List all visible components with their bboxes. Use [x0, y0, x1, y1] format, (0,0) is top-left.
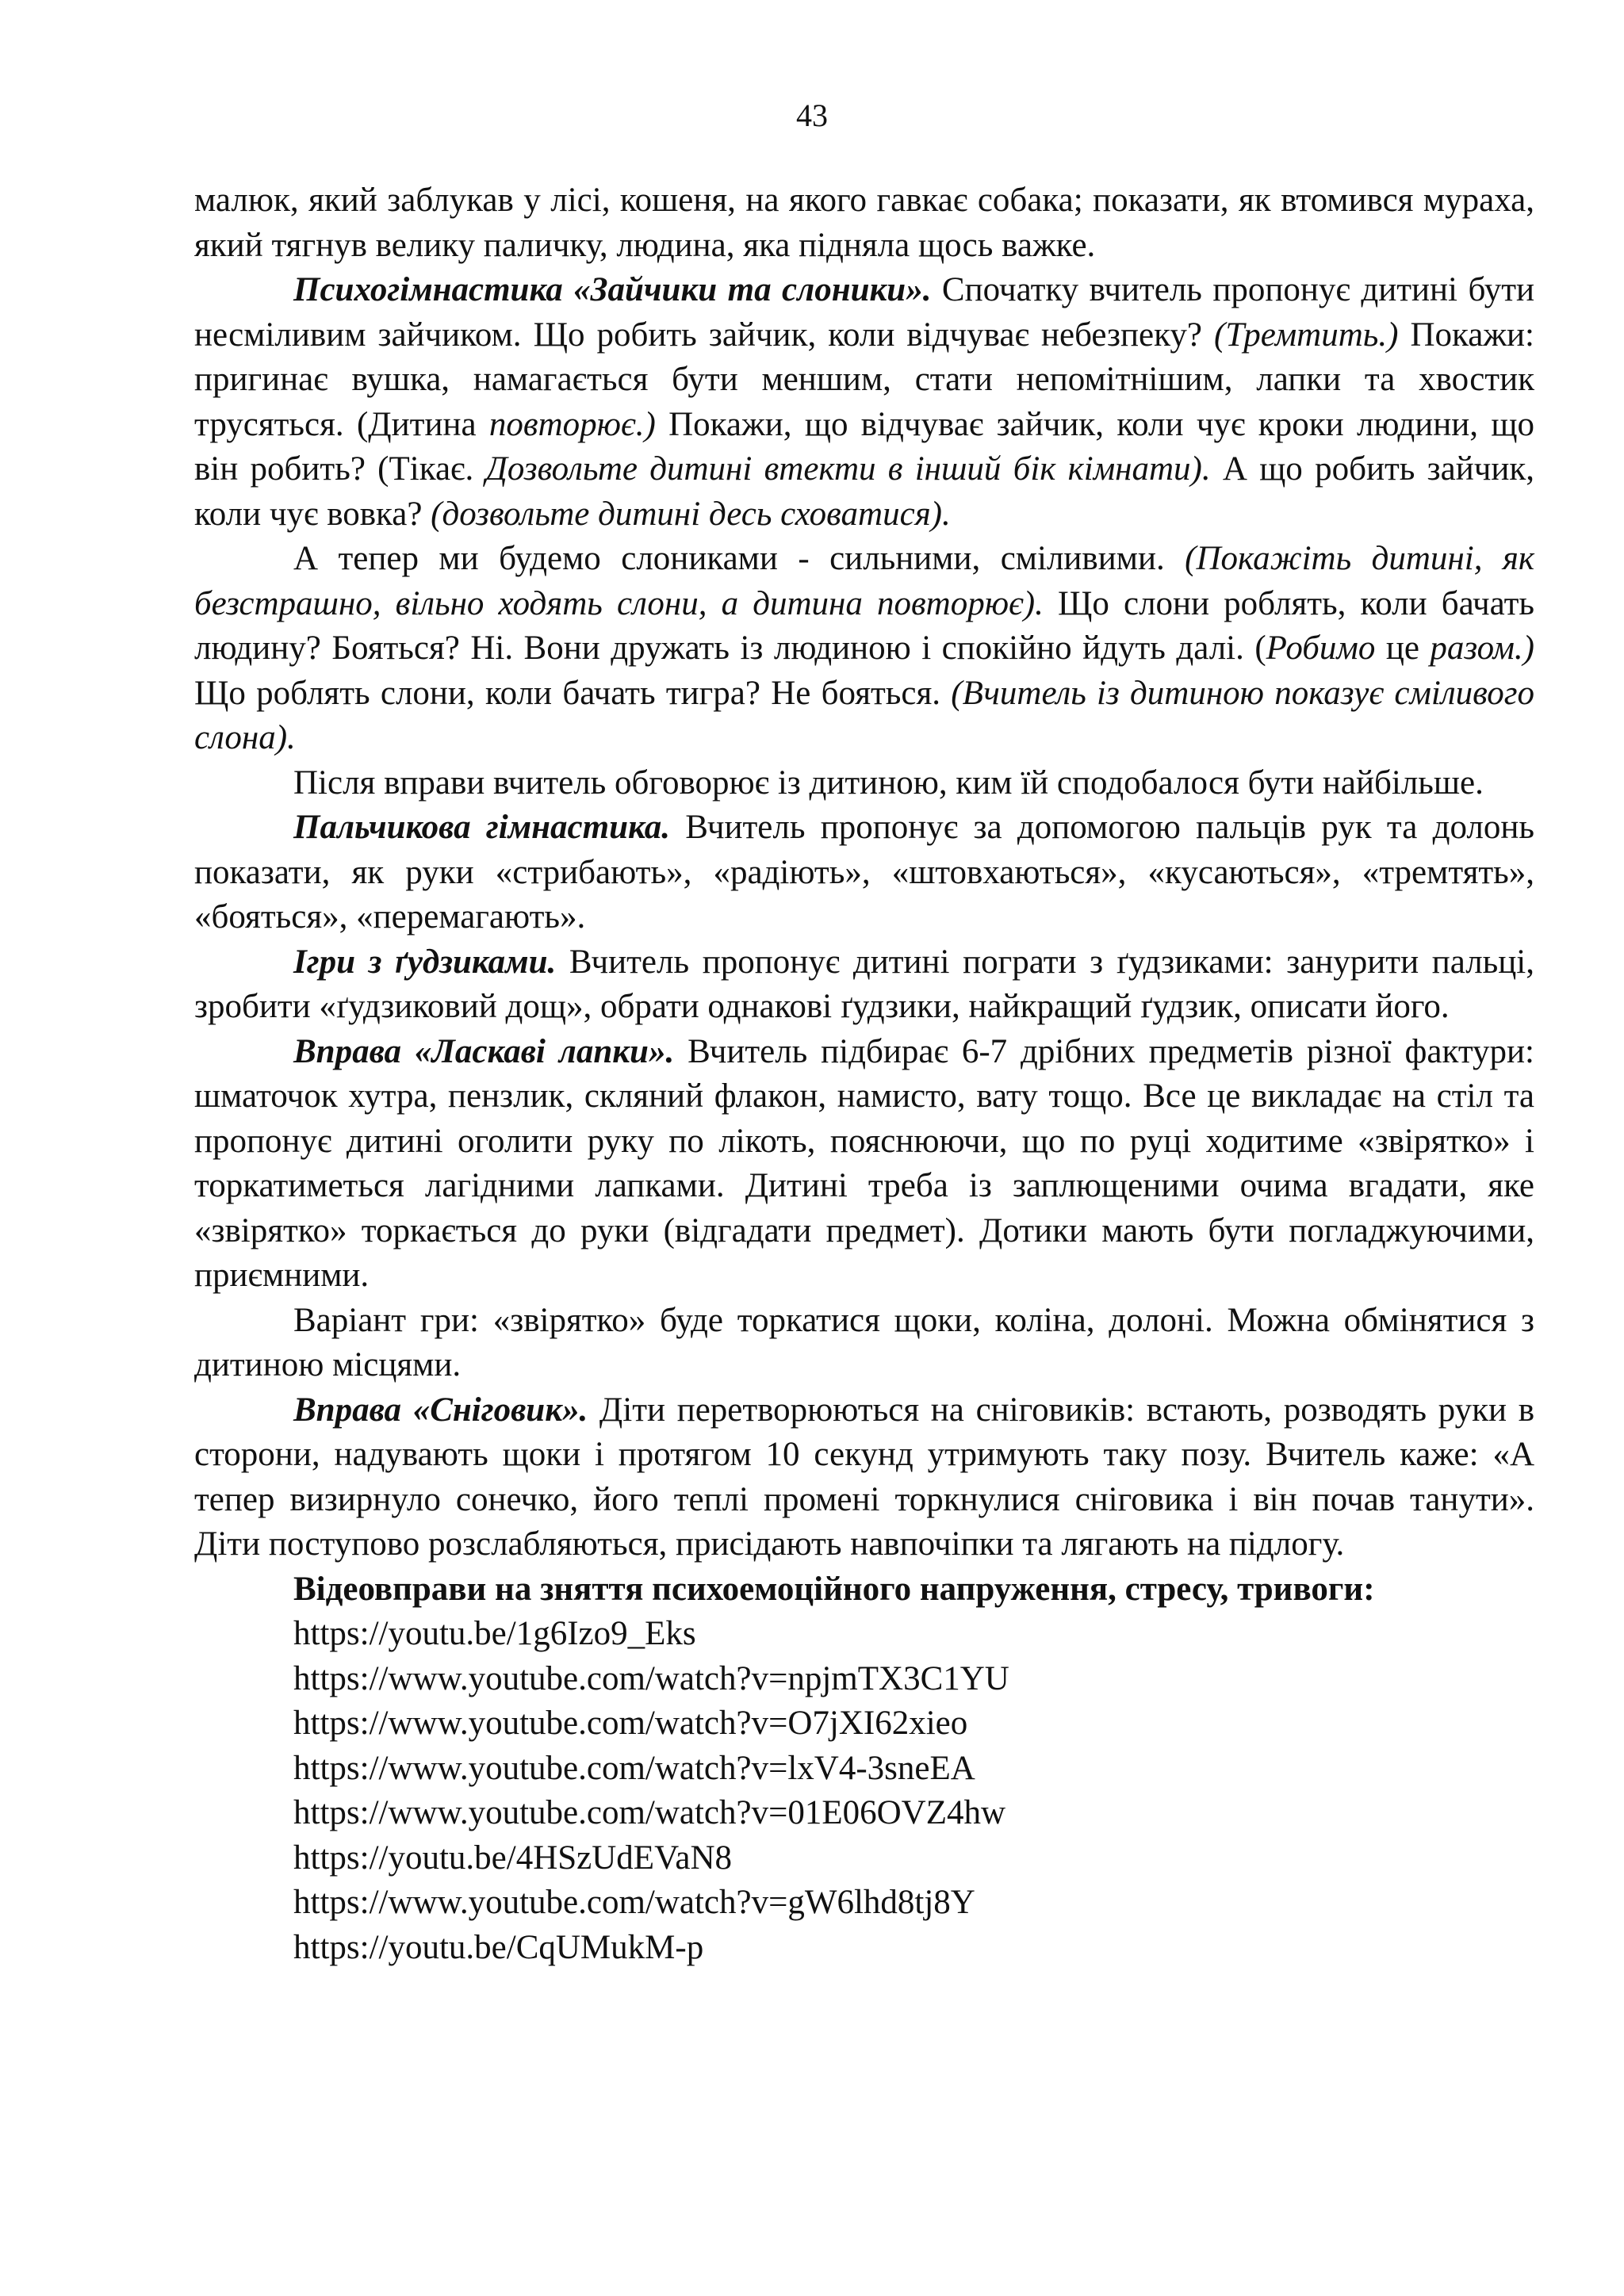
paragraph-continuation: [194, 178, 1534, 268]
video-link[interactable]: https://www.youtube.com/watch?v=npjmTX3C1YU: [293, 1659, 1009, 1697]
text-span: Що роблять слони, коли бачать тигра? Не бояться.: [194, 674, 952, 712]
paragraph-snowman: [194, 1388, 1534, 1567]
video-link[interactable]: https://www.youtube.com/watch?v=01E06OVZ4hw: [293, 1794, 1006, 1831]
text-span: малюк, який заблукав у лісі, кошеня, на якого гавкає собака; показати, як втомився мураха, який тягнув велику паличку, людина, яка підняла щось важке.: [194, 182, 1534, 264]
text-span: Покажи, що відчуває зайчик, коли чує кроки людини, що він робить? (Тікає.: [194, 405, 1534, 488]
video-link[interactable]: https://youtu.be/CqUMukM-p: [293, 1928, 704, 1966]
video-link[interactable]: https://www.youtube.com/watch?v=O7jXI62xieo: [293, 1705, 968, 1742]
text-span: Діти перетворюються на сніговиків: встають, розводять руки в сторони, надувають щоки і протягом 10 секунд утримують таку позу. Вчитель каже: «А тепер визирнуло сонечко, його теплі промені торкнулися сніговика і він почав танути». Діти поступово розслабляються, присідають навпочіпки та лягають на підлогу.: [194, 1391, 1535, 1563]
text-span: це: [1375, 629, 1431, 667]
text-span: А що робить зайчик, коли чує вовка?: [194, 450, 1534, 533]
italic-span: (дозвольте дитині десь сховатися).: [431, 495, 951, 533]
italic-span: (Вчитель із дитиною показує сміливого слона).: [194, 674, 1534, 756]
text-span: Спочатку вчитель пропонує дитині бути несміливим зайчиком. Що робить зайчик, коли відчуває небезпеку?: [194, 271, 1535, 354]
text-span: Відеовправи на зняття психоемоційного напруження, стресу, тривоги:: [293, 1570, 1375, 1608]
exercise-heading: Ігри з ґудзиками.: [293, 943, 557, 981]
text-span: Покажи: пригинає вушка, намагається бути меншим, стати непомітнішим, лапки та хвостик трусяться. (Дитина: [194, 316, 1535, 443]
video-link[interactable]: https://www.youtube.com/watch?v=lxV4-3sneEA: [293, 1749, 975, 1787]
text-body: [194, 178, 1534, 1970]
exercise-heading: Психогімнастика «Зайчики та слоники».: [293, 271, 932, 308]
video-link[interactable]: https://youtu.be/1g6Izo9_Eks: [293, 1615, 696, 1652]
paragraph-discussion: [194, 761, 1534, 806]
exercise-heading: Пальчикова гімнастика.: [293, 809, 670, 846]
paragraph-button-games: [194, 940, 1534, 1030]
exercise-heading: Вправа «Ласкаві лапки».: [293, 1032, 675, 1070]
text-span: Варіант гри: «звірятко» буде торкатися щоки, коліна, долоні. Можна обмінятися з дитиною місцями.: [194, 1301, 1534, 1383]
italic-span: Робимо: [1266, 629, 1376, 667]
paragraph-elephants: [194, 537, 1534, 761]
paragraph-gentle-paws: [194, 1030, 1534, 1299]
video-links-list: [194, 1612, 1534, 1970]
text-span: Вчитель пропонує за допомогою пальців рук та долонь показати, як руки «стрибають», «радіють», «штовхаються», «кусаються», «тремтять», «бояться», «перемагають».: [194, 809, 1534, 936]
video-link[interactable]: https://youtu.be/4HSzUdEVaN8: [293, 1839, 732, 1877]
page-number: 43: [796, 98, 828, 133]
paragraph-finger-gymnastics: [194, 806, 1534, 940]
video-exercises-heading: [194, 1567, 1534, 1613]
text-span: Вчитель пропонує дитині пограти з ґудзиками: занурити пальці, зробити «ґудзиковий дощ», обрати однакові ґудзики, найкращий ґудзик, описати його.: [194, 943, 1534, 1025]
text-span: Після вправи вчитель обговорює із дитиною, ким їй сподобалося бути найбільше.: [293, 763, 1484, 802]
italic-span: (Покажіть дитині, як безстрашно, вільно ходять слони, а дитина повторює).: [194, 540, 1534, 622]
italic-span: повторює.): [488, 405, 656, 443]
text-span: Вчитель підбирає 6-7 дрібних предметів різної фактури: шматочок хутра, пензлик, скляний флакон, намисто, вату тощо. Все це викладає на стіл та пропонує дитині оголити руку по лікоть, пояснюючи, що по руці ходитиме «звірятко» і торкатиметься лагідними лапками. Дитині треба із заплющеними очима вгадати, яке «звірятко» торкається до руки (відгадати предмет). Дотики мають бути погладжуючими, приємними.: [194, 1032, 1534, 1294]
paragraph-psychogymnastics: [194, 268, 1534, 537]
exercise-heading: Вправа «Сніговик».: [293, 1391, 588, 1429]
paragraph-game-variant: [194, 1299, 1534, 1388]
italic-span: Дозвольте дитині втекти в інший бік кімнати).: [485, 450, 1211, 488]
italic-span: разом.): [1430, 629, 1534, 667]
text-span: А тепер ми будемо слониками - сильними, сміливими.: [293, 540, 1185, 577]
text-span: Що слони роблять, коли бачать людину? Бояться? Ні. Вони дружать із людиною і спокійно йдуть далі. (: [194, 584, 1534, 667]
italic-span: (Тремтить.): [1214, 316, 1399, 354]
video-link[interactable]: https://www.youtube.com/watch?v=gW6lhd8tj8Y: [293, 1884, 975, 1921]
